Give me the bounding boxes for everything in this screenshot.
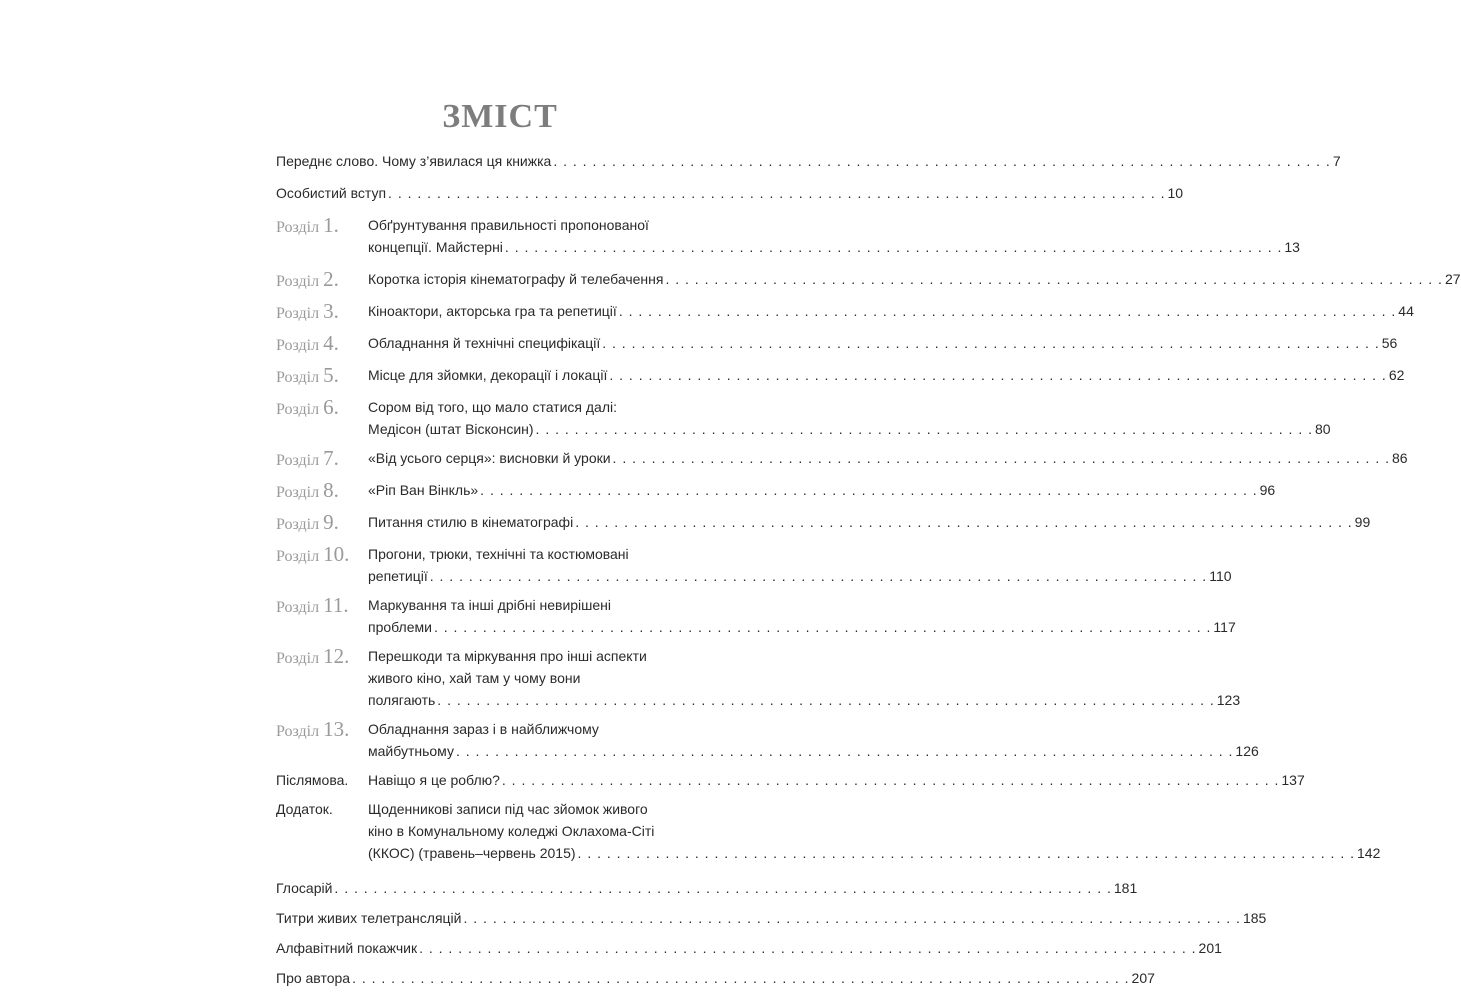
dot-leader: . . . . . . . . . . . . . . . . . . . . . . . . . . . . . . . . . . . . . . . . . . . . . . . . . . . . . . . . . . . . . . . . . . . . . . . . . . . . . . . . [463,910,1241,926]
entry-last-line [276,907,1267,929]
entry-last-line [368,689,1241,711]
page-number: 207 [1131,970,1155,986]
page-number: 27 [1444,271,1461,287]
entry-last-line [368,418,1331,440]
chapter-number: 6. [323,395,339,419]
toc-entry [276,213,1300,258]
entry-last-line [276,182,1184,204]
toc-entry [276,798,1381,864]
chapter-word: Розділ [276,219,320,236]
entry-title-line: Переднє слово. Чому з’явилася ця книжка [276,153,552,169]
entry-title-line: «Від усього серця»: висновки й уроки [368,450,611,466]
page-number: 185 [1242,910,1267,926]
entry-last-line [276,877,1138,899]
chapter-label [276,268,368,293]
toc-entry [276,644,1241,711]
chapter-label [276,594,368,619]
entry-title-line: Навіщо я це роблю? [368,772,500,788]
entry-title-line: репетиції [368,568,428,584]
entry-title-line: Особистий вступ [276,185,387,201]
dot-leader: . . . . . . . . . . . . . . . . . . . . . . . . . . . . . . . . . . . . . . . . . . . . . . . . . . . . . . . . . . . . . . . . . . . . . . . . . . . . . . . . [501,772,1280,788]
dot-leader: . . . . . . . . . . . . . . . . . . . . . . . . . . . . . . . . . . . . . . . . . . . . . . . . . . . . . . . . . . . . . . . . . . . . . . . . . . . . . . . . [480,482,1258,498]
entry-last-line [368,332,1398,354]
toc-entry [276,446,1408,472]
entry-title-line: «Ріп Ван Вінкль» [368,482,479,498]
page-number: 10 [1167,185,1184,201]
dot-leader: . . . . . . . . . . . . . . . . . . . . . . . . . . . . . . . . . . . . . . . . . . . . . . . . . . . . . . . . . . . . . . . . . . . . . . . . . . . . . . . . [602,335,1380,351]
toc-entry [276,593,1236,638]
chapter-label [276,479,368,504]
dot-leader: . . . . . . . . . . . . . . . . . . . . . . . . . . . . . . . . . . . . . . . . . . . . . . . . . . . . . . . . . . . . . . . . . . . . . . . . . . . . . . . . [455,743,1234,759]
dot-leader: . . . . . . . . . . . . . . . . . . . . . . . . . . . . . . . . . . . . . . . . . . . . . . . . . . . . . . . . . . . . . . . . . . . . . . . . . . . . . . . . [609,367,1387,383]
chapter-word: Розділ [276,484,320,501]
toc-entry [276,395,1331,440]
entry-last-line [276,150,1341,172]
chapter-number: 7. [323,446,339,470]
dot-leader: . . . . . . . . . . . . . . . . . . . . . . . . . . . . . . . . . . . . . . . . . . . . . . . . . . . . . . . . . . . . . . . . . . . . . . . . . . . . . . . . [352,970,1130,986]
entry-title-line: проблеми [368,619,432,635]
entry-title-line: Перешкоди та міркування про інші аспекти [368,648,647,664]
entry-last-line [368,364,1405,386]
chapter-word: Розділ [276,305,320,322]
entry-last-line [368,447,1408,469]
chapter-number: 13. [323,717,350,741]
page-number: 137 [1281,772,1305,788]
dot-leader: . . . . . . . . . . . . . . . . . . . . . . . . . . . . . . . . . . . . . . . . . . . . . . . . . . . . . . . . . . . . . . . . . . . . . . . . . . . . . . . . [429,568,1208,584]
dot-leader: . . . . . . . . . . . . . . . . . . . . . . . . . . . . . . . . . . . . . . . . . . . . . . . . . . . . . . . . . . . . . . . . . . . . . . . . . . . . . . . . [433,619,1212,635]
entry-last-line [368,300,1414,322]
dot-leader: . . . . . . . . . . . . . . . . . . . . . . . . . . . . . . . . . . . . . . . . . . . . . . . . . . . . . . . . . . . . . . . . . . . . . . . . . . . . . . . . [577,845,1356,861]
page-number: 123 [1216,692,1241,708]
chapter-number: 3. [323,299,339,323]
page-number: 80 [1315,421,1331,437]
entry-last-line [368,769,1305,791]
dot-leader: . . . . . . . . . . . . . . . . . . . . . . . . . . . . . . . . . . . . . . . . . . . . . . . . . . . . . . . . . . . . . . . . . . . . . . . . . . . . . . . . [535,421,1314,437]
dot-leader: . . . . . . . . . . . . . . . . . . . . . . . . . . . . . . . . . . . . . . . . . . . . . . . . . . . . . . . . . . . . . . . . . . . . . . . . . . . . . . . . [419,940,1197,956]
entry-last-line [368,616,1236,638]
chapter-number: 11. [323,593,349,617]
chapter-word: Розділ [276,650,320,667]
page-number: 142 [1357,845,1381,861]
section-label: Післямова. [276,772,349,788]
chapter-label [276,300,368,325]
entry-title-line: Коротка історія кінематографу й телебачення [368,271,664,287]
page-number: 13 [1284,239,1300,255]
chapter-label [276,332,368,357]
page-number: 99 [1354,514,1371,530]
entry-title-line: Алфавітний покажчик [276,940,418,956]
page-number: 96 [1259,482,1276,498]
chapter-number: 8. [323,478,339,502]
entry-last-line [368,842,1381,864]
page-number: 62 [1388,367,1405,383]
toc-entry [276,299,1414,325]
entry-last-line [368,565,1232,587]
chapter-word: Розділ [276,599,320,616]
entry-title-line: Медісон (штат Вісконсин) [368,421,534,437]
chapter-number: 1. [323,213,339,237]
page-number: 181 [1113,880,1138,896]
page-title: ЗМІСТ [442,98,558,135]
chapter-label [276,396,368,421]
toc-entry [276,769,1305,791]
entry-title-line: живого кіно, хай там у чому вони [368,670,581,686]
toc-entry [276,510,1371,536]
chapter-word: Розділ [276,548,320,565]
entry-title-line: Обґрунтування правильності пропонованої [368,217,649,233]
entry-title-line: Глосарій [276,880,333,896]
page-number: 110 [1209,568,1232,584]
chapter-label [276,364,368,389]
entry-last-line [368,511,1371,533]
entry-title-line: Маркування та інші дрібні невирішені [368,597,612,613]
entry-last-line [368,236,1300,258]
dot-leader: . . . . . . . . . . . . . . . . . . . . . . . . . . . . . . . . . . . . . . . . . . . . . . . . . . . . . . . . . . . . . . . . . . . . . . . . . . . . . . . . [575,514,1353,530]
entry-title-line: полягають [368,692,436,708]
chapter-label [276,511,368,536]
entry-title-line: Обладнання зараз і в найближчому [368,721,599,737]
toc-entry [276,717,1259,762]
dot-leader: . . . . . . . . . . . . . . . . . . . . . . . . . . . . . . . . . . . . . . . . . . . . . . . . . . . . . . . . . . . . . . . . . . . . . . . . . . . . . . . . [618,303,1397,319]
toc-entry [276,937,1222,959]
chapter-label [276,214,368,239]
dot-leader: . . . . . . . . . . . . . . . . . . . . . . . . . . . . . . . . . . . . . . . . . . . . . . . . . . . . . . . . . . . . . . . . . . . . . . . . . . . . . . . . [437,692,1215,708]
dot-leader: . . . . . . . . . . . . . . . . . . . . . . . . . . . . . . . . . . . . . . . . . . . . . . . . . . . . . . . . . . . . . . . . . . . . . . . . . . . . . . . . [334,880,1112,896]
toc-entry [276,331,1398,357]
page-number: 7 [1332,153,1341,169]
entry-title-line: Про автора [276,970,351,986]
chapter-word: Розділ [276,401,320,418]
entry-title-line: концепції. Майстерні [368,239,503,255]
chapter-label [276,447,368,472]
entry-last-line [276,937,1222,959]
toc-entry [276,907,1267,929]
dot-leader: . . . . . . . . . . . . . . . . . . . . . . . . . . . . . . . . . . . . . . . . . . . . . . . . . . . . . . . . . . . . . . . . . . . . . . . . . . . . . . . . [504,239,1283,255]
toc-entry [276,150,1341,172]
page-number: 126 [1235,743,1259,759]
entry-title-line: Прогони, трюки, технічні та костюмовані [368,546,629,562]
page-number: 44 [1398,303,1414,319]
page-number: 117 [1213,619,1236,635]
dot-leader: . . . . . . . . . . . . . . . . . . . . . . . . . . . . . . . . . . . . . . . . . . . . . . . . . . . . . . . . . . . . . . . . . . . . . . . . . . . . . . . . [388,185,1166,201]
dot-leader: . . . . . . . . . . . . . . . . . . . . . . . . . . . . . . . . . . . . . . . . . . . . . . . . . . . . . . . . . . . . . . . . . . . . . . . . . . . . . . . . [553,153,1331,169]
dot-leader: . . . . . . . . . . . . . . . . . . . . . . . . . . . . . . . . . . . . . . . . . . . . . . . . . . . . . . . . . . . . . . . . . . . . . . . . . . . . . . . . [665,271,1443,287]
dot-leader: . . . . . . . . . . . . . . . . . . . . . . . . . . . . . . . . . . . . . . . . . . . . . . . . . . . . . . . . . . . . . . . . . . . . . . . . . . . . . . . . [612,450,1391,466]
toc-entry [276,542,1232,587]
chapter-number: 12. [323,644,350,668]
page-number: 56 [1381,335,1398,351]
entry-title-line: кіно в Комунальному коледжі Оклахома-Сіті [368,823,655,839]
entry-last-line [368,740,1259,762]
toc-entry [276,182,1184,204]
table-of-contents [276,150,1461,989]
entry-title-line: майбутньому [368,743,454,759]
entry-title-line: Титри живих телетрансляцій [276,910,462,926]
page-number: 201 [1198,940,1222,956]
section-label: Додаток. [276,801,333,817]
chapter-number: 4. [323,331,339,355]
entry-title-line: (ККОС) (травень–червень 2015) [368,845,576,861]
entry-title-line: Сором від того, що мало статися далі: [368,399,618,415]
entry-title-line: Кіноактори, акторська гра та репетиції [368,303,617,319]
toc-entry [276,967,1155,989]
toc-entry [276,877,1138,899]
chapter-word: Розділ [276,273,320,290]
chapter-word: Розділ [276,516,320,533]
toc-entry [276,267,1461,293]
toc-entry [276,363,1405,389]
entry-last-line [276,967,1155,989]
entry-title-line: Місце для зйомки, декорації і локації [368,367,608,383]
entry-title-line: Щоденникові записи під час зйомок живого [368,801,648,817]
entry-title-line: Питання стилю в кінематографі [368,514,574,530]
chapter-number: 5. [323,363,339,387]
chapter-label [276,645,368,670]
chapter-word: Розділ [276,369,320,386]
entry-last-line [368,268,1461,290]
chapter-word: Розділ [276,337,320,354]
chapter-number: 9. [323,510,339,534]
chapter-word: Розділ [276,723,320,740]
page-number: 86 [1392,450,1408,466]
entry-title-line: Обладнання й технічні специфікації [368,335,601,351]
toc-entry [276,478,1276,504]
chapter-label [276,543,368,568]
chapter-label [276,718,368,743]
chapter-number: 2. [323,267,339,291]
entry-last-line [368,479,1276,501]
chapter-word: Розділ [276,452,320,469]
chapter-number: 10. [323,542,350,566]
